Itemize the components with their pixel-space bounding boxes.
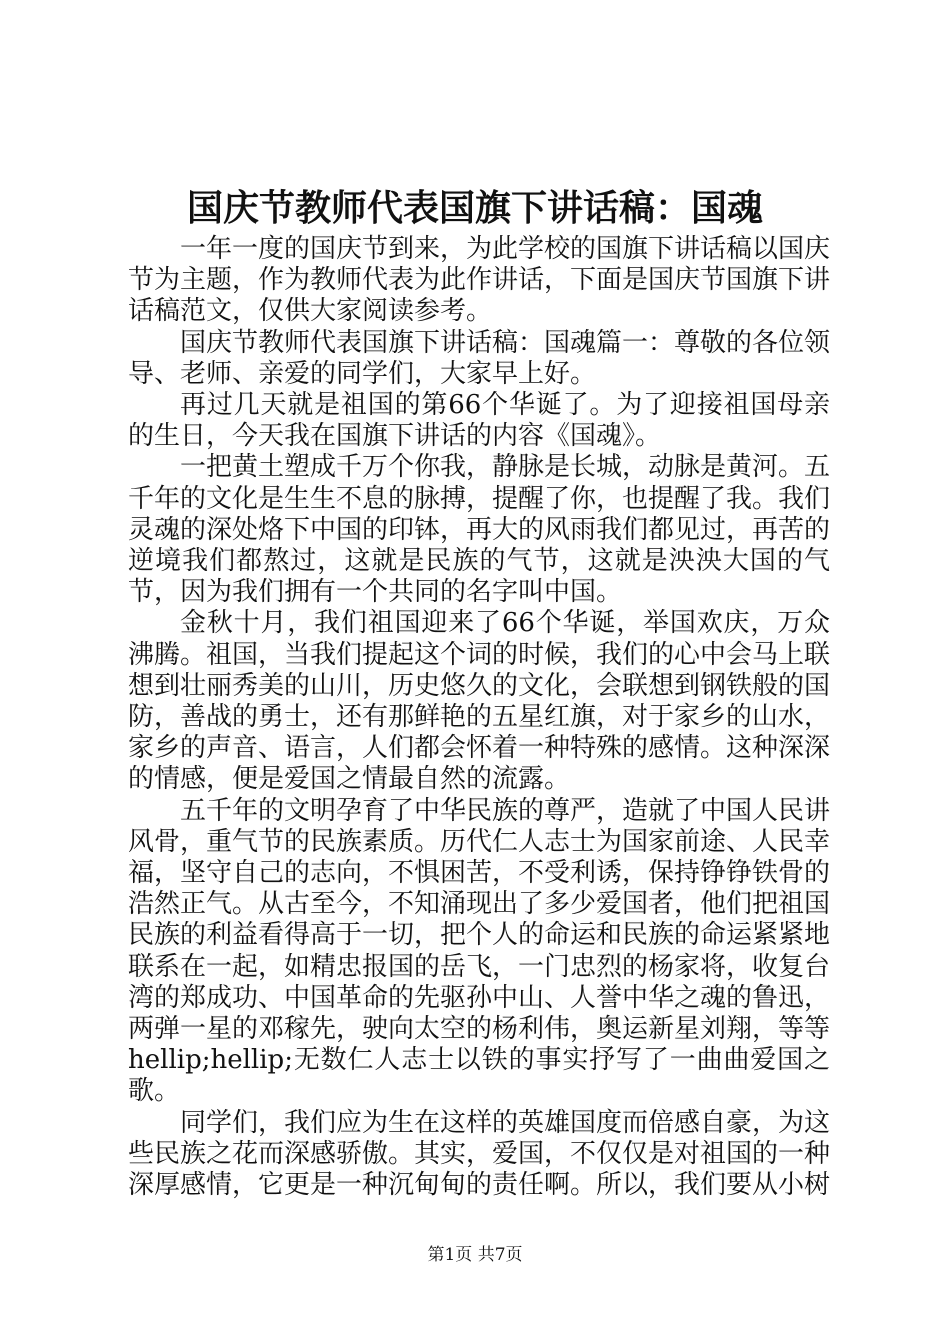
paragraph-students: 同学们，我们应为生在这样的英雄国度而倍感自豪，为这些民族之花而深感骄傲。其实，爱国，不仅仅是对祖国的一种深厚感情，它更是一种沉甸甸的责任啊。所以，我们要从小树: [128, 1107, 831, 1201]
document-title: 国庆节教师代表国旗下讲话稿：国魂: [186, 187, 763, 229]
paragraph-civilization: 五千年的文明孕育了中华民族的尊严，造就了中国人民讲风骨，重气节的民族素质。历代仁人志士为国家前途、人民幸福，坚守自己的志向，不惧困苦，不受利诱，保持铮铮铁骨的浩然正气。从古至今，不知涌现出了多少爱国者，他们把祖国民族的利益看得高于一切，把个人的命运和民族的命运紧紧地联系在一起，如精忠报国的岳飞，一门忠烈的杨家将，收复台湾的郑成功、中国革命的先驱孙中山、人誉中华之魂的鲁迅，两弹一星的邓稼先，驶向太空的杨利伟，奥运新星刘翔，等等hellip;hellip;无数仁人志士以铁的事实抒写了一曲曲爱国之歌。: [128, 795, 831, 1107]
paragraph-yellow-earth: 一把黄土塑成千万个你我，静脉是长城，动脉是黄河。五千年的文化是生生不息的脉搏，提醒了你，也提醒了我。我们灵魂的深处烙下中国的印钵，再大的风雨我们都见过，再苦的逆境我们都熬过，这就是民族的气节，这就是泱泱大国的气节，因为我们拥有一个共同的名字叫中国。: [128, 452, 831, 608]
page-footer: 第1页 共7页: [427, 1245, 523, 1265]
paragraph-golden-autumn: 金秋十月，我们祖国迎来了66个华诞，举国欢庆，万众沸腾。祖国，当我们提起这个词的时候，我们的心中会马上联想到壮丽秀美的山川，历史悠久的文化，会联想到钢铁般的国防，善战的勇士，还有那鲜艳的五星红旗，对于家乡的山水，家乡的声音、语言，人们都会怀着一种特殊的感情。这种深深的情感，便是爱国之情最自然的流露。: [128, 608, 831, 795]
paragraph-greeting: 国庆节教师代表国旗下讲话稿：国魂篇一：尊敬的各位领导、老师、亲爱的同学们，大家早上好。: [128, 327, 831, 389]
paragraph-intro: 一年一度的国庆节到来，为此学校的国旗下讲话稿以国庆节为主题，作为教师代表为此作讲话，下面是国庆节国旗下讲话稿范文，仅供大家阅读参考。: [128, 234, 831, 327]
document-body: [128, 234, 830, 1201]
paragraph-anniversary: 再过几天就是祖国的第66个华诞了。为了迎接祖国母亲的生日，今天我在国旗下讲话的内容《国魂》。: [128, 390, 830, 452]
